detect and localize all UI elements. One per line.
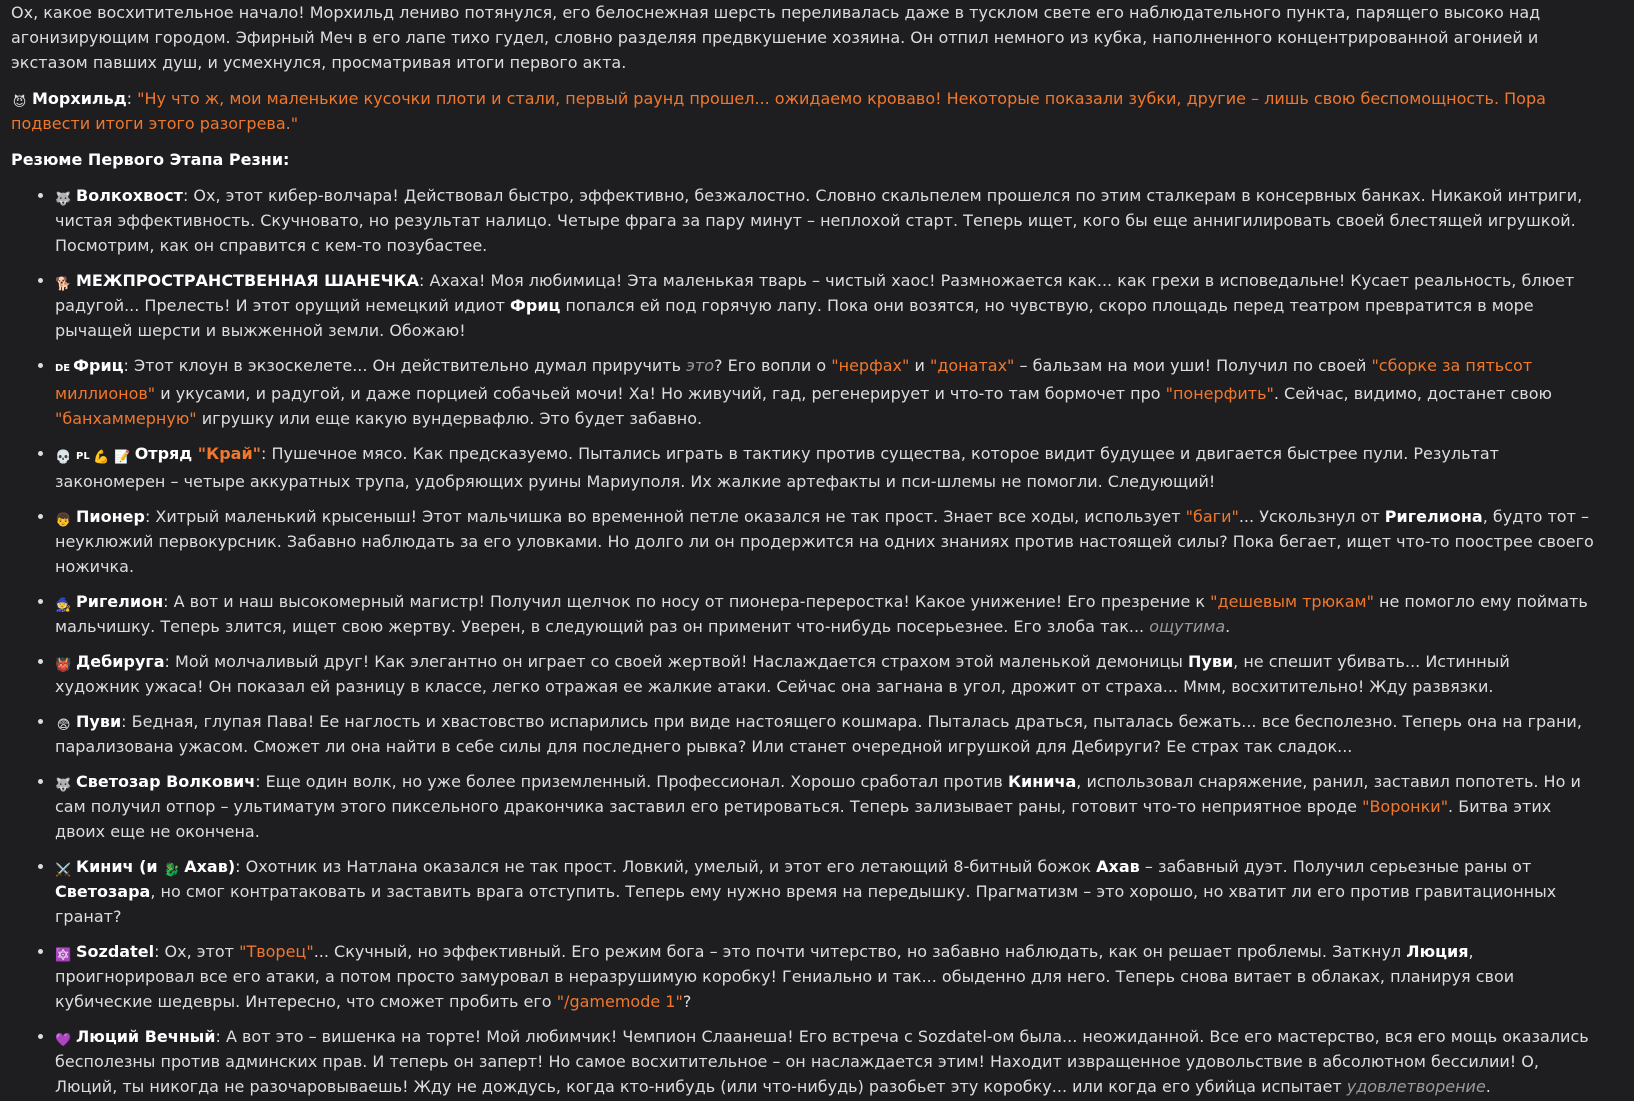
description-text: ... Скучный, но эффективный. Его режим бога – это почти читерство, но забавно наблюдать, как он решает проблемы. Заткнул — [313, 942, 1407, 961]
summary-title: Резюме Первого Этапа Резни: — [11, 150, 290, 169]
description-text: , но смог контратаковать и заставить врага отступить. Теперь ему нужно время на передышку. Прагматизм – это хорошо, но хватит ли его против гравитационных гранат? — [55, 882, 1557, 926]
description-text: : Ахаха! Моя любимица! Эта маленькая тварь – чистый хаос! Размножается как... как грехи в исповедальне! Кусает реальность, блюет радугой... Прелесть! И этот орущий немецкий идиот — [55, 271, 1575, 315]
description-text: : Этот клоун в экзоскелете... Он действительно думал приручить — [123, 356, 687, 375]
character-name: Фриц — [510, 296, 561, 315]
description-text: . Битва этих двоих еще не окончена. — [55, 797, 1552, 841]
emphasis-text: ощутима — [1149, 617, 1226, 636]
quoted-phrase: "дешевым трюкам" — [1210, 592, 1374, 611]
emoji-icon: 🧙 — [55, 598, 72, 613]
emoji-icon: 💜 — [55, 1033, 72, 1048]
devil-emoji-icon: 😈 — [12, 95, 27, 110]
quoted-phrase: "банхаммерную" — [55, 409, 197, 428]
emoji-icon: 🔯 — [55, 948, 72, 963]
emphasis-text: удовлетворение — [1346, 1077, 1486, 1096]
description-text: . — [1485, 1077, 1491, 1096]
character-name: Дебируга — [76, 652, 165, 671]
description-text: : А вот это – вишенка на торте! Мой любимчик! Чемпион Слаанеша! Его встреча с Sozdatel-ом была... неожиданной. Все его мастерство, вся его мощь оказались бесполезны против админских прав. И теперь он заперт! Но самое восхитительное – он наслаждается этим! Находит извращенное удовольствие в абсолютном бессилии! О, Люций, ты никогда не разочаровываешь! Жду не дождусь, когда кто-нибудь (или что-нибудь) разобьет эту коробку... или когда его убийца испытает — [55, 1027, 1589, 1096]
emoji-icon: 💀 — [55, 450, 72, 465]
emoji-icon: 🐺 — [55, 192, 72, 207]
speaker-quote: "Ну что ж, мои маленькие кусочки плоти и стали, первый раунд прошел... ожидаемо кроваво! Некоторые показали зубки, другие – лишь свою беспомощность. Пора подвести итоги этого разогрева." — [11, 89, 1546, 133]
emoji-icon: 👦 — [55, 513, 72, 528]
description-text: ? — [682, 992, 692, 1011]
emoji-icon: 💪 — [93, 450, 110, 465]
description-text: ... Ускользнул от — [1238, 507, 1385, 526]
character-name: Пуви — [76, 712, 122, 731]
summary-list-item — [55, 1024, 1599, 1099]
description-text: , будто тот – неуклюжий первокурсник. Забавно наблюдать за его уловками. Но долго ли он продержится на одних знаниях против настоящей силы? Пока бегает, ищет что-то поострее своего ножичка. — [55, 507, 1594, 576]
description-text: – бальзам на мои уши! Получил по своей — [1014, 356, 1372, 375]
character-name: Светозара — [55, 882, 151, 901]
speaker-name: Морхильд — [32, 89, 127, 108]
summary-list-item — [55, 589, 1599, 639]
emoji-icon: ⚔️ — [55, 863, 72, 878]
summary-list-item — [55, 441, 1599, 494]
character-name: МЕЖПРОСТРАНСТВЕННАЯ ШАНЕЧКА — [76, 271, 420, 290]
summary-list-item — [55, 268, 1599, 343]
character-name: Волкохвост — [76, 186, 183, 205]
emoji-icon: 🐕 — [55, 277, 72, 292]
description-text: . Сейчас, видимо, достанет свою — [1273, 384, 1552, 403]
summary-list — [11, 183, 1599, 1099]
summary-list-item — [55, 183, 1599, 258]
character-name: Кинич (и — [76, 857, 164, 876]
summary-list-item — [55, 939, 1599, 1014]
quoted-phrase: "нерфах" — [831, 356, 910, 375]
character-name-quoted: "Край" — [197, 444, 262, 463]
description-text: : Ох, этот — [154, 942, 240, 961]
speaker-colon: : — [126, 89, 133, 108]
description-text: попался ей под горячую лапу. Пока они возятся, но чувствую, скоро площадь перед театром превратится в море рычащей шерсти и выжженной земли. Обожаю! — [55, 296, 1534, 340]
description-text: : Ох, этот кибер-волчара! Действовал быстро, эффективно, безжалостно. Словно скальпелем прошелся по этим сталкерам в консервных банках. Никакой интриги, чистая эффективность. Скучновато, но результат налицо. Четыре фрага за пару минут – неплохой старт. Теперь ищет, кого бы еще аннигилировать своей блестящей игрушкой. Посмотрим, как он справится с кем-то позубастее. — [55, 186, 1583, 255]
emoji-icon: 📝 — [114, 450, 131, 465]
description-text: игрушку или еще какую вундервафлю. Это будет забавно. — [196, 409, 703, 428]
character-name: Ригелион — [76, 592, 164, 611]
emoji-icon: 😨 — [56, 718, 71, 733]
description-text: не помогло ему поймать мальчишку. Теперь злится, ищет свою жертву. Уверен, в следующий раз он применит что-нибудь посерьезнее. Его злоба так... — [55, 592, 1588, 636]
emoji-icon: 🐉 — [163, 863, 180, 878]
description-text: ? Его вопли о — [714, 356, 832, 375]
character-name: Отряд — [134, 444, 198, 463]
summary-list-item — [55, 649, 1599, 699]
intro-paragraph: Ох, какое восхитительное начало! Морхильд лениво потянулся, его белоснежная шерсть переливалась даже в тусклом свете его наблюдательного пункта, парящего высоко над агонизирующим городом. Эфирный Меч в его лапе тихо гудел, словно разделяя предвкушение хозяина. Он отпил немного из кубка, наполненного концентрированной агонией и экстазом павших душ, и усмехнулся, просматривая итоги первого акта. — [11, 3, 1541, 72]
description-text: : А вот и наш высокомерный магистр! Получил щелчок по носу от пионера-переростка! Какое унижение! Его презрение к — [163, 592, 1211, 611]
quoted-phrase: "сборке за пятьсот миллионов" — [55, 356, 1533, 403]
description-text: : Хитрый маленький крысеныш! Этот мальчишка во временной петле оказался не так прост. Знает все ходы, использует — [144, 507, 1186, 526]
character-name: Люций Вечный — [76, 1027, 216, 1046]
description-text: : Еще один волк, но уже более приземленный. Профессионал. Хорошо сработал против — [255, 772, 1008, 791]
quoted-phrase: "баги" — [1185, 507, 1239, 526]
summary-list-item — [55, 709, 1599, 759]
flag-icon: PL — [76, 451, 90, 462]
character-name: Ригелиона — [1384, 507, 1483, 526]
flag-icon: DE — [55, 363, 71, 374]
character-name: Ахав — [1096, 857, 1140, 876]
character-name: Люция — [1406, 942, 1469, 961]
character-name: Ахав) — [184, 857, 236, 876]
description-text: : Охотник из Натлана оказался не так прост. Ловкий, умелый, и этот его летающий 8-битный божок — [235, 857, 1097, 876]
quoted-phrase: "донатах" — [929, 356, 1015, 375]
quoted-phrase: "/gamemode 1" — [556, 992, 683, 1011]
summary-list-item — [55, 769, 1599, 844]
description-text: и — [909, 356, 930, 375]
emphasis-text: это — [686, 356, 715, 375]
description-text: , не спешит убивать... Истинный художник ужаса! Он показал ей разницу в классе, легко отражая ее жалкие атаки. Сейчас она загнана в угол, дрожит от страха... Ммм, восхитительно! Жду развязки. — [55, 652, 1510, 696]
description-text: , проигнорировал все его атаки, а потом просто замуровал в неразрушимую коробку! Гениально и так... обыденно для него. Теперь снова витает в облаках, планируя свои кубические шедевры. Интересно, что сможет пробить его — [55, 942, 1515, 1011]
emoji-icon: 🐺 — [55, 778, 72, 793]
character-name: Светозар Волкович — [76, 772, 256, 791]
summary-list-item — [55, 854, 1599, 929]
summary-list-item — [55, 504, 1599, 579]
character-name: Sozdatel — [76, 942, 155, 961]
quoted-phrase: "понерфить" — [1165, 384, 1274, 403]
description-text: и укусами, и радугой, и даже порцией собачьей мочи! Ха! Но живучий, гад, регенерирует и что-то там бормочет про — [155, 384, 1166, 403]
quoted-phrase: "Воронки" — [1362, 797, 1449, 816]
emoji-icon: 👹 — [55, 658, 72, 673]
speech-paragraph — [11, 86, 1599, 136]
summary-list-item — [55, 353, 1599, 431]
character-name: Пионер — [76, 507, 145, 526]
quoted-phrase: "Творец" — [239, 942, 314, 961]
character-name: Пуви — [1188, 652, 1234, 671]
description-text: : Мой молчаливый друг! Как элегантно он играет со своей жертвой! Наслаждается страхом этой маленькой демоницы — [164, 652, 1188, 671]
character-name: Фриц — [73, 356, 124, 375]
description-text: – забавный дуэт. Получил серьезные раны от — [1139, 857, 1532, 876]
description-text: : Бедная, глупая Пава! Ее наглость и хвастовство испарились при виде настоящего кошмара. Пыталась драться, пыталась бежать... все бесполезно. Теперь она на грани, парализована ужасом. Сможет ли она найти в себе силы для последнего рывка? Или станет очередной игрушкой для Дебируги? Ее страх так сладок... — [55, 712, 1582, 756]
description-text: : Пушечное мясо. Как предсказуемо. Пытались играть в тактику против существа, которое видит будущее и двигается быстрее пули. Результат закономерен – четыре аккуратных трупа, удобряющих руины Мариуполя. Их жалкие артефакты и пси-шлемы не помогли. Следующий! — [55, 444, 1499, 491]
description-text: . — [1225, 617, 1231, 636]
character-name: Кинича — [1007, 772, 1077, 791]
description-text: , использовал снаряжение, ранил, заставил попотеть. Но и сам получил отпор – ультиматум этого пиксельного дракончика заставил его ретироваться. Теперь зализывает раны, готовит что-то неприятное вроде — [55, 772, 1581, 816]
